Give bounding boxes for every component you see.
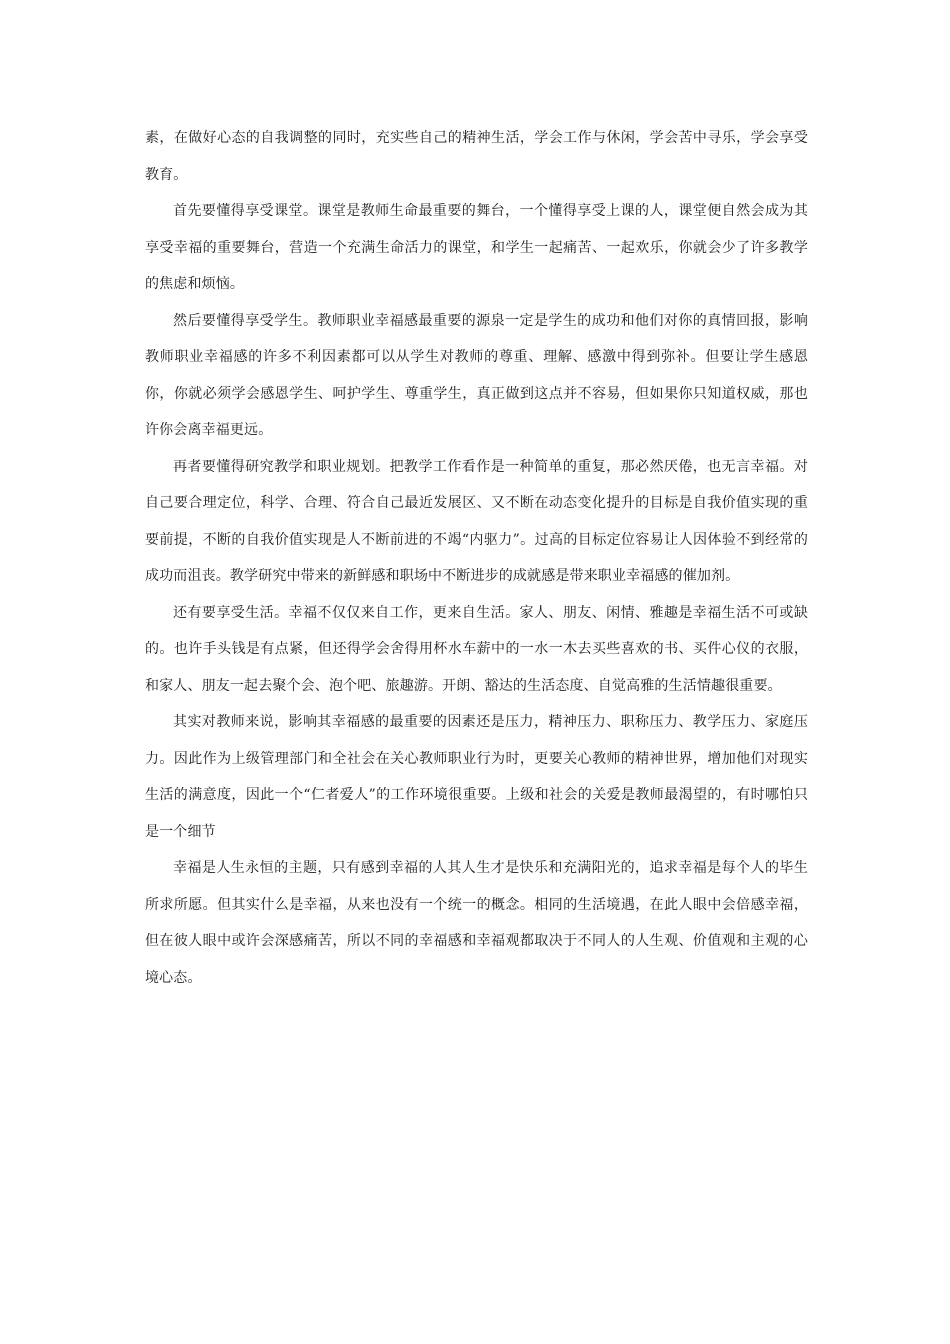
paragraph-happiness-theme: 幸福是人生永恒的主题，只有感到幸福的人其人生才是快乐和充满阳光的，追求幸福是每个人的毕生所求所愿。但其实什么是幸福，从来也没有一个统一的概念。相同的生活境遇，在此人眼中会倍感幸福，但在彼人眼中或许会深感痛苦，所以不同的幸福感和幸福观都取决于不同人的人生观、价值观和主观的心境心态。 — [145, 860, 808, 986]
paragraph-enjoy-classroom: 首先要懂得享受课堂。课堂是教师生命最重要的舞台，一个懂得享受上课的人，课堂便自然会成为其享受幸福的重要舞台，营造一个充满生命活力的课堂，和学生一起痛苦、一起欢乐，你就会少了许多教学的焦虑和烦恼。 — [145, 203, 808, 292]
document-page — [145, 120, 808, 996]
paragraph-enjoy-students: 然后要懂得享受学生。教师职业幸福感最重要的源泉一定是学生的成功和他们对你的真情回报，影响教师职业幸福感的许多不利因素都可以从学生对教师的尊重、理解、感激中得到弥补。但要让学生感恩你，你就必须学会感恩学生、呵护学生、尊重学生，真正做到这点并不容易，但如果你只知道权威，那也许你会离幸福更远。 — [145, 312, 808, 438]
paragraph-continuation: 素，在做好心态的自我调整的同时，充实些自己的精神生活，学会工作与休闲，学会苦中寻乐，学会享受教育。 — [145, 130, 808, 183]
paragraph-enjoy-life: 还有要享受生活。幸福不仅仅来自工作，更来自生活。家人、朋友、闲情、雅趣是幸福生活不可或缺的。也许手头钱是有点紧，但还得学会舍得用杯水车薪中的一水一木去买些喜欢的书、买件心仪的衣服，和家人、朋友一起去聚个会、泡个吧、旅趣游。开朗、豁达的生活态度、自觉高雅的生活情趣很重要。 — [145, 604, 808, 694]
paragraph-pressure: 其实对教师来说，影响其幸福感的最重要的因素还是压力，精神压力、职称压力、教学压力、家庭压力。因此作为上级管理部门和全社会在关心教师职业行为时，更要关心教师的精神世界，增加他们对现实生活的满意度，因此一个“仁者爱人”的工作环境很重要。上级和社会的关爱是教师最渴望的，有时哪怕只是一个细节 — [145, 714, 808, 840]
paragraph-research-and-planning: 再者要懂得研究教学和职业规划。把教学工作看作是一种简单的重复，那必然厌倦，也无言幸福。对自己要合理定位，科学、合理、符合自己最近发展区、又不断在动态变化提升的目标是自我价值实现的重要前提，不断的自我价值实现是人不断前进的不竭“内驱力”。过高的目标定位容易让人因体验不到经常的成功而沮丧。教学研究中带来的新鲜感和职场中不断进步的成就感是带来职业幸福感的催加剂。 — [145, 458, 808, 584]
